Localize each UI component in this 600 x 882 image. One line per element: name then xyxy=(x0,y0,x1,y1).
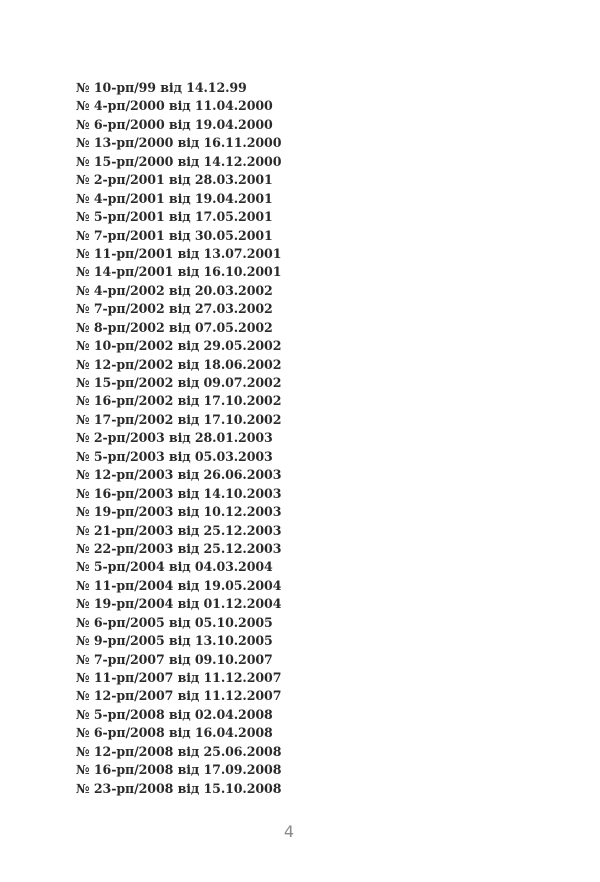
decision-entry: № 21-рп/2003 від 25.12.2003 xyxy=(76,522,282,538)
decision-entry: № 7-рп/2001 від 30.05.2001 xyxy=(76,227,273,243)
decision-entry: № 10-рп/99 від 14.12.99 xyxy=(76,80,247,95)
decision-entry: № 6-рп/2000 від 19.04.2000 xyxy=(76,116,273,132)
decision-entry: № 19-рп/2004 від 01.12.2004 xyxy=(76,596,282,612)
decision-entry: № 17-рп/2002 від 17.10.2002 xyxy=(76,411,282,427)
decision-entry: № 15-рп/2000 від 14.12.2000 xyxy=(76,153,282,169)
decision-entry: № 11-рп/2007 від 11.12.2007 xyxy=(76,670,282,685)
decision-entry: № 16-рп/2003 від 14.10.2003 xyxy=(76,485,282,501)
decision-entry: № 7-рп/2002 від 27.03.2002 xyxy=(76,301,273,317)
decision-entry: № 4-рп/2000 від 11.04.2000 xyxy=(76,98,273,114)
decision-entry: № 19-рп/2003 від 10.12.2003 xyxy=(76,504,282,520)
decision-entry: № 15-рп/2002 від 09.07.2002 xyxy=(76,375,282,390)
decision-entry: № 7-рп/2007 від 09.10.2007 xyxy=(76,651,273,667)
decision-entry: № 2-рп/2001 від 28.03.2001 xyxy=(76,172,273,188)
decision-entry: № 22-рп/2003 від 25.12.2003 xyxy=(76,540,282,556)
decision-entry: № 16-рп/2008 від 17.09.2008 xyxy=(76,762,282,778)
decision-entry: № 11-рп/2004 від 19.05.2004 xyxy=(76,577,282,593)
decision-entry: № 14-рп/2001 від 16.10.2001 xyxy=(76,264,282,280)
decision-entry: № 16-рп/2002 від 17.10.2002 xyxy=(76,393,282,409)
decision-entry: № 12-рп/2008 від 25.06.2008 xyxy=(76,743,282,759)
decision-entry: № 5-рп/2003 від 05.03.2003 xyxy=(76,448,273,464)
decision-entry: № 4-рп/2001 від 19.04.2001 xyxy=(76,190,273,206)
decision-entry: № 2-рп/2003 від 28.01.2003 xyxy=(76,430,273,446)
decision-entry: № 13-рп/2000 від 16.11.2000 xyxy=(76,135,282,151)
decision-entry: № 11-рп/2001 від 13.07.2001 xyxy=(76,245,282,261)
decision-entry: № 12-рп/2007 від 11.12.2007 xyxy=(76,688,282,704)
decision-entry: № 23-рп/2008 від 15.10.2008 xyxy=(76,780,282,796)
decision-entry: № 9-рп/2005 від 13.10.2005 xyxy=(76,633,273,649)
decision-list xyxy=(76,79,281,798)
decision-entry: № 12-рп/2002 від 18.06.2002 xyxy=(76,356,282,372)
decision-entry: № 5-рп/2008 від 02.04.2008 xyxy=(76,706,273,722)
decision-entry: № 6-рп/2008 від 16.04.2008 xyxy=(76,725,273,741)
decision-entry: № 6-рп/2005 від 05.10.2005 xyxy=(76,614,273,630)
decision-entry: № 8-рп/2002 від 07.05.2002 xyxy=(76,319,273,335)
decision-entry: № 5-рп/2001 від 17.05.2001 xyxy=(76,209,273,225)
decision-entry: № 4-рп/2002 від 20.03.2002 xyxy=(76,282,273,298)
page-number: 4 xyxy=(283,822,295,841)
decision-entry: № 10-рп/2002 від 29.05.2002 xyxy=(76,338,282,354)
decision-entry: № 12-рп/2003 від 26.06.2003 xyxy=(76,467,282,483)
decision-entry: № 5-рп/2004 від 04.03.2004 xyxy=(76,559,273,575)
